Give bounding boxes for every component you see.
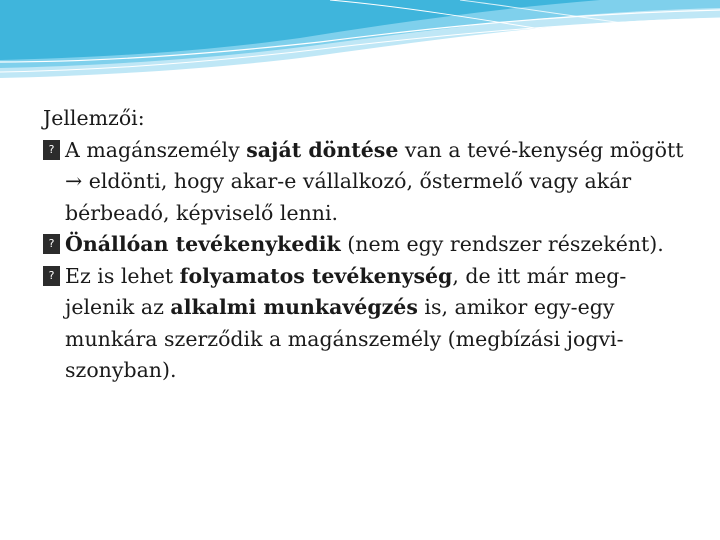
item-2-text-b: (nem egy rendszer részeként). [340,232,664,256]
item-3-bold-b: alkalmi munkavégzés [170,295,418,319]
header-wave-decoration [0,0,720,95]
item-3-text-c: is, amikor egy-egy munkára szerződik a magánszemély (megbízási jogvi-szonyban). [65,295,624,382]
bullet-item-3 [43,261,693,387]
slide-heading: Jellemzői: [43,106,145,130]
missing-glyph-icon: ? [43,140,60,160]
item-3-bold-a: folyamatos tevékenység [179,263,453,288]
item-1-text-a: A magánszemély [65,137,247,162]
item-3-text-a: Ez is lehet [65,263,180,288]
slide-body [43,103,693,387]
item-2-bold-a: Önállóan tevékenykedik [65,232,341,256]
item-1-text-b: van a tevé-kenység mögött → eldönti, hogy akar-e vállalkozó, őstermelő vagy akár bérbeadó, képviselő lenni. [65,137,684,225]
item-3-text-b: , de itt már meg-jelenik az [65,263,627,319]
bullet-item-2 [43,229,693,261]
item-1-bold-a: saját döntése [246,137,399,162]
bullet-item-1 [43,135,693,230]
missing-glyph-icon: ? [43,234,60,254]
missing-glyph-icon: ? [43,266,60,286]
